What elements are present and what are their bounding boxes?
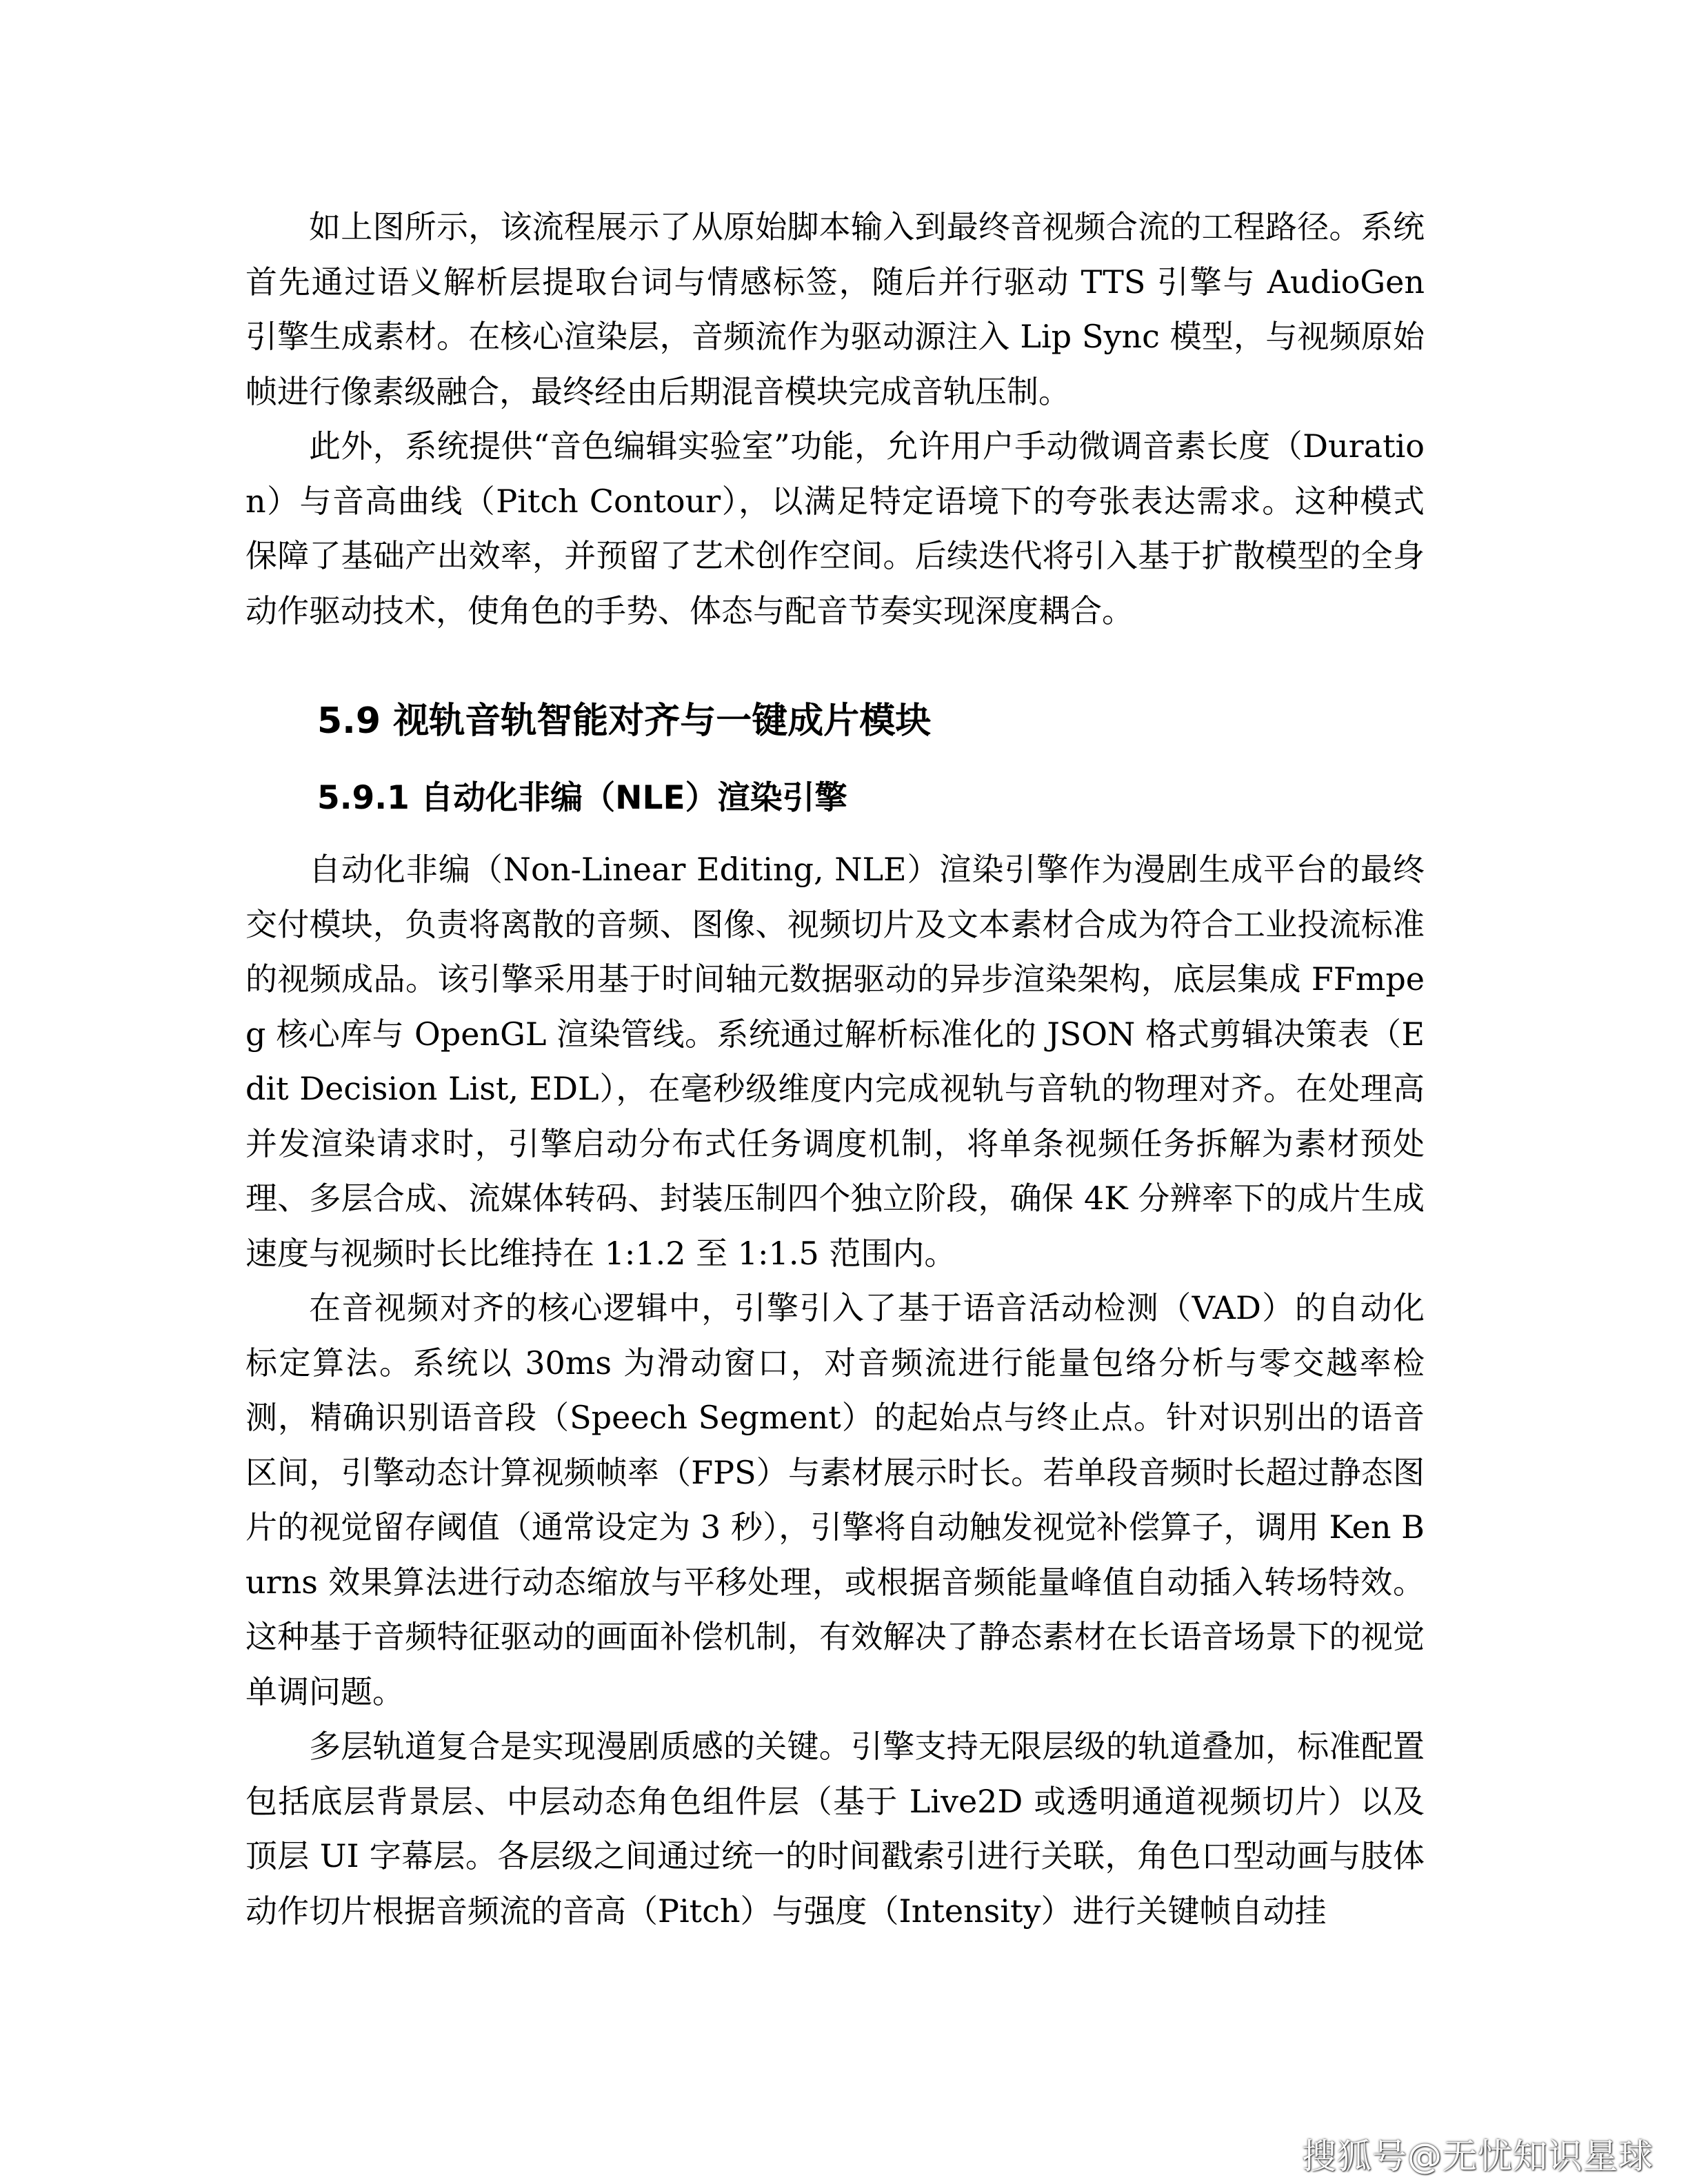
intro-paragraph-2: 此外，系统提供“音色编辑实验室”功能，允许用户手动微调音素长度（Duration）与音高曲线（Pitch Contour），以满足特定语境下的夸张表达需求。这种模式保障了基础产出效率，并预留了艺术创作空间。后续迭代将引入基于扩散模型的全身动作驱动技术，使角色的手势、体态与配音节奏实现深度耦合。 <box>245 427 1425 629</box>
intro-paragraph-1: 如上图所示，该流程展示了从原始脚本输入到最终音视频合流的工程路径。系统首先通过语义解析层提取台词与情感标签，随后并行驱动 TTS 引擎与 AudioGen 引擎生成素材。在核心渲染层，音频流作为驱动源注入 Lip Sync 模型，与视频原始帧进行像素级融合，最终经由后期混音模块完成音轨压制。 <box>245 208 1425 410</box>
watermark: 搜狐号@无忧知识星球 <box>1302 2136 1654 2176</box>
subsection-heading: 5.9.1 自动化非编（NLE）渲染引擎 <box>317 779 847 817</box>
body-paragraph-1: 自动化非编（Non-Linear Editing, NLE）渲染引擎作为漫剧生成平台的最终交付模块，负责将离散的音频、图像、视频切片及文本素材合成为符合工业投流标准的视频成品。该引擎采用基于时间轴元数据驱动的异步渲染架构，底层集成 FFmpeg 核心库与 OpenGL 渲染管线。系统通过解析标准化的 JSON 格式剪辑决策表（Edit Decision List, EDL），在毫秒级维度内完成视轨与音轨的物理对齐。在处理高并发渲染请求时，引擎启动分布式任务调度机制，将单条视频任务拆解为素材预处理、多层合成、流媒体转码、封装压制四个独立阶段，确保 4K 分辨率下的成片生成速度与视频时长比维持在 1:1.2 至 1:1.5 范围内。 <box>245 851 1425 1272</box>
body-paragraph-3: 多层轨道复合是实现漫剧质感的关键。引擎支持无限层级的轨道叠加，标准配置包括底层背景层、中层动态角色组件层（基于 Live2D 或透明通道视频切片）以及顶层 UI 字幕层。各层级之间通过统一的时间戳索引进行关联，角色口型动画与肢体动作切片根据音频流的音高（Pitch）与强度（Intensity）进行关键帧自动挂 <box>245 1728 1425 1930</box>
body-paragraph-2: 在音视频对齐的核心逻辑中，引擎引入了基于语音活动检测（VAD）的自动化标定算法。系统以 30ms 为滑动窗口，对音频流进行能量包络分析与零交越率检测，精确识别语音段（Speech Segment）的起始点与终止点。针对识别出的语音区间，引擎动态计算视频帧率（FPS）与素材展示时长。若单段音频时长超过静态图片的视觉留存阈值（通常设定为 3 秒），引擎将自动触发视觉补偿算子，调用 Ken Burns 效果算法进行动态缩放与平移处理，或根据音频能量峰值自动插入转场特效。这种基于音频特征驱动的画面补偿机制，有效解决了静态素材在长语音场景下的视觉单调问题。 <box>245 1289 1425 1710</box>
section-heading: 5.9 视轨音轨智能对齐与一键成片模块 <box>317 700 932 742</box>
document-page <box>245 200 1425 1939</box>
